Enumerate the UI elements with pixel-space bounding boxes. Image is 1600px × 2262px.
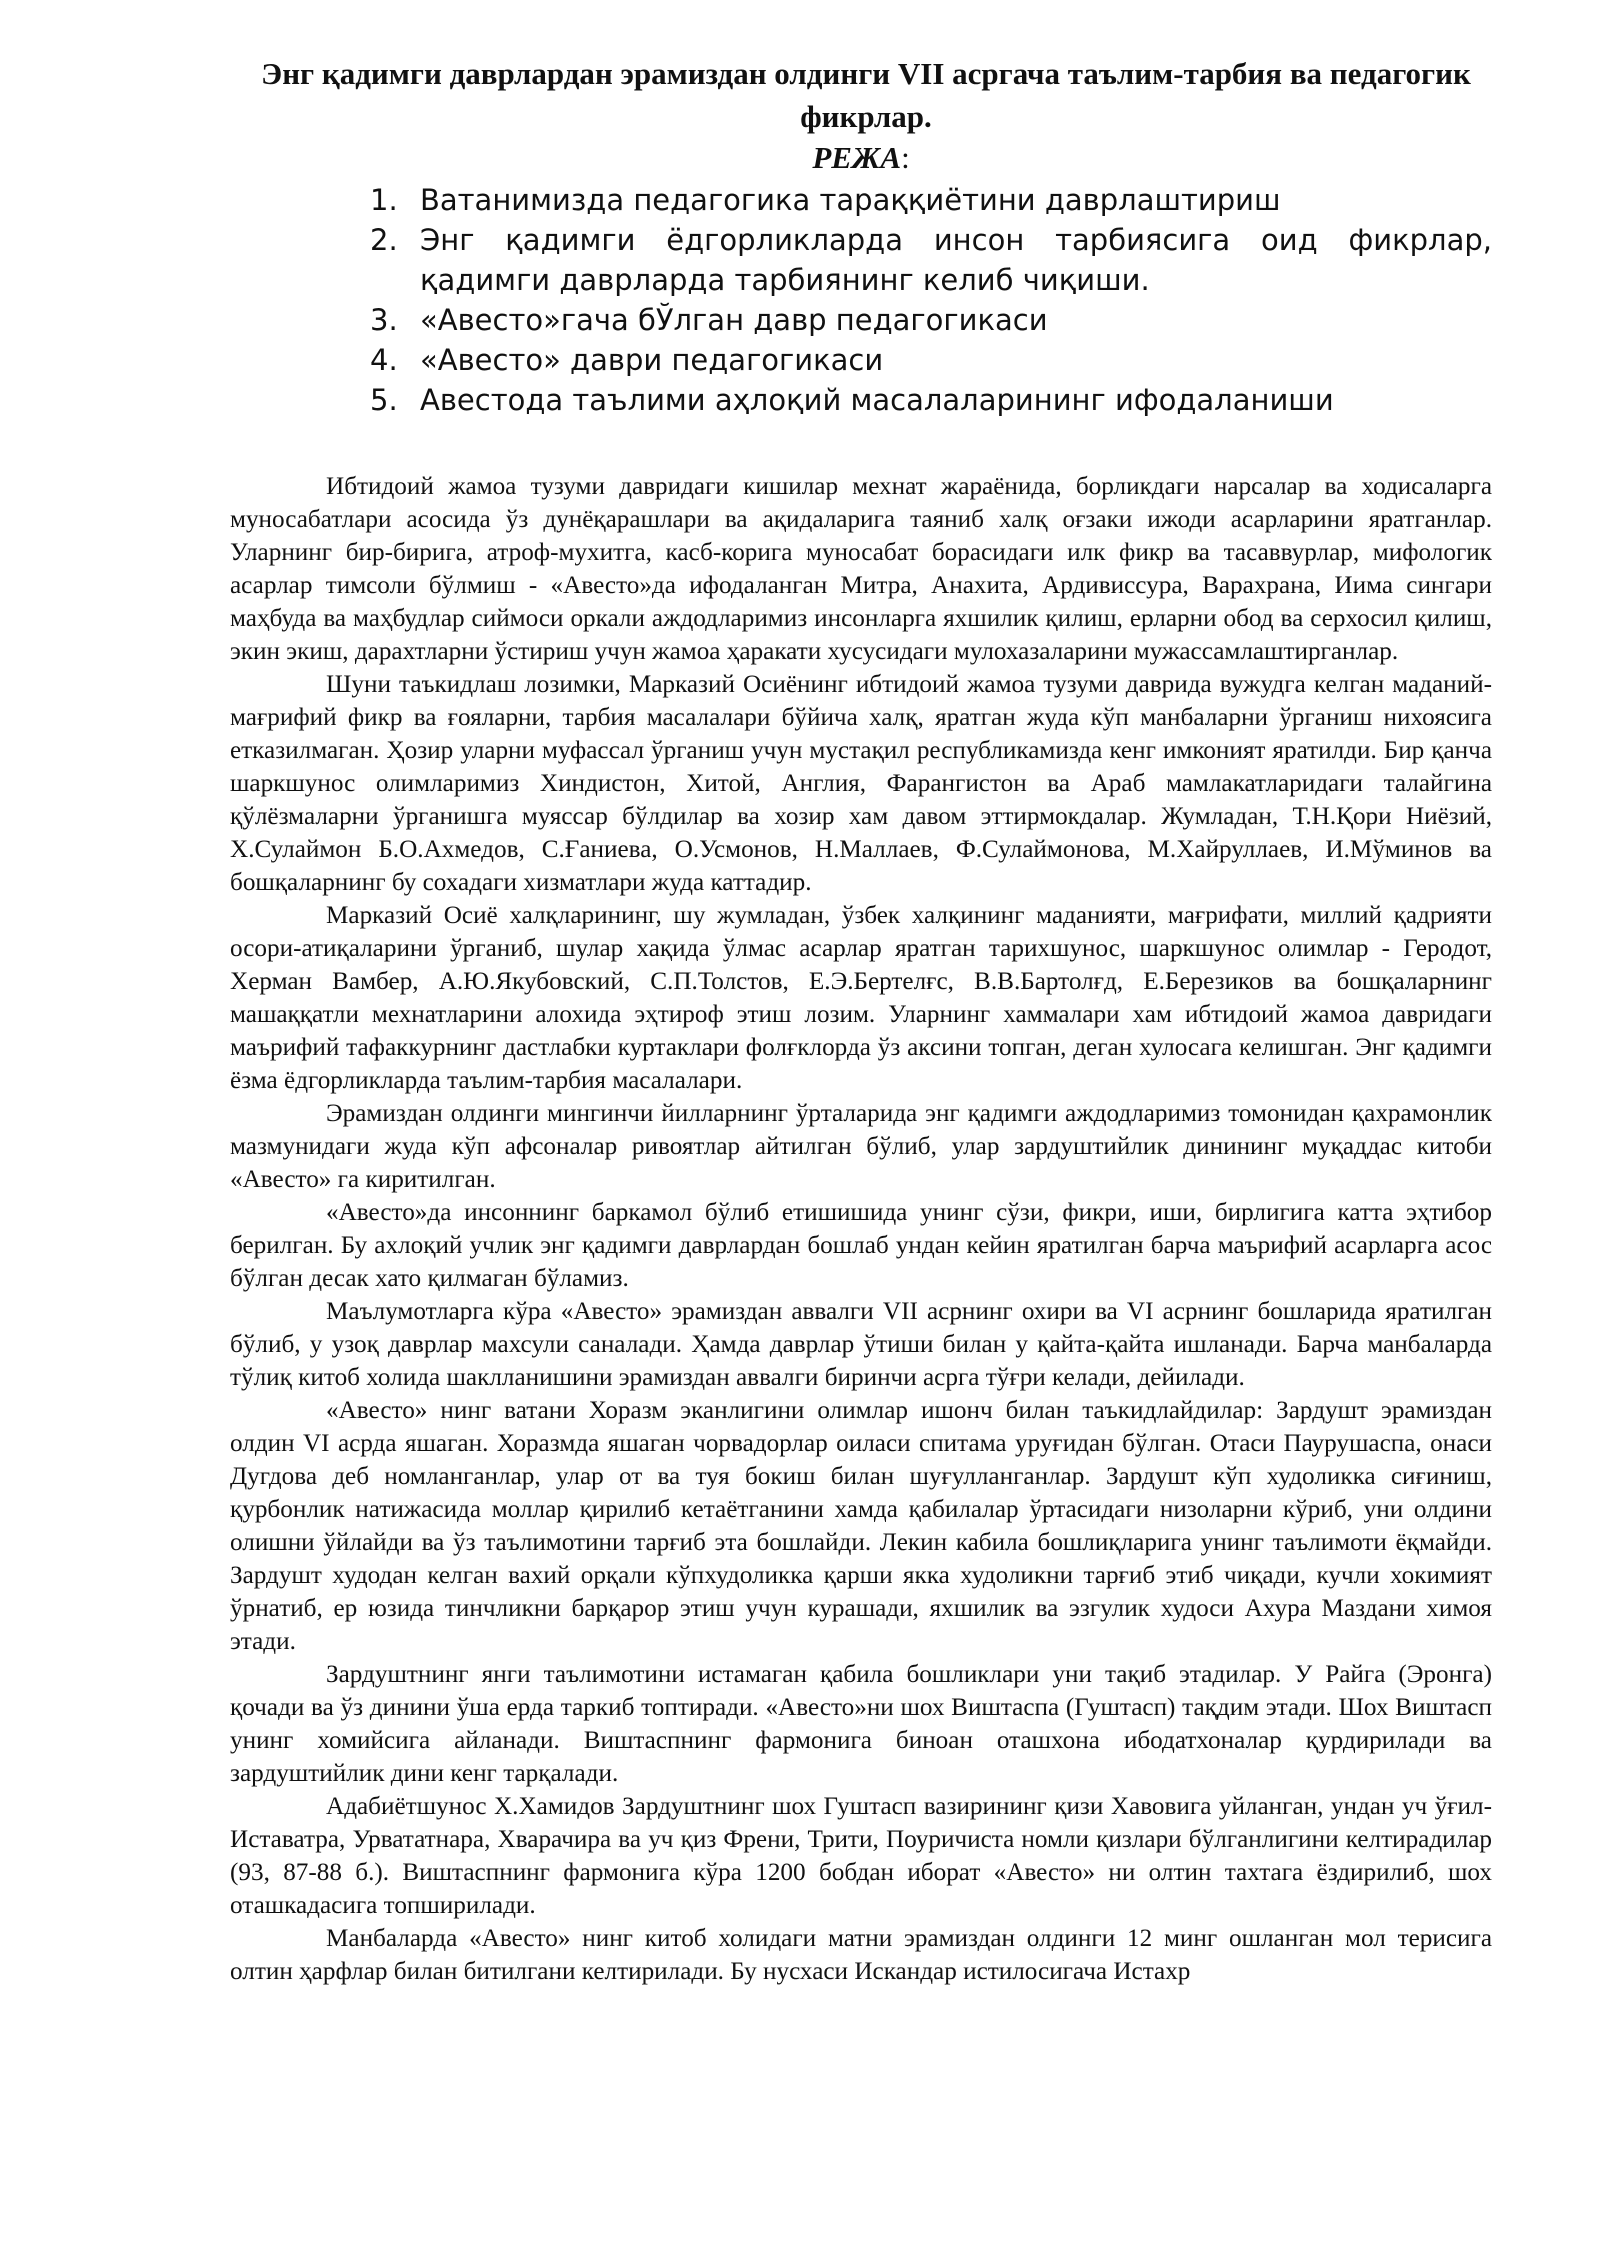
plan-item-text: Ватанимизда педагогика тараққиётини даврлаштириш xyxy=(420,183,1281,217)
body-paragraph: «Авесто» нинг ватани Хоразм эканлигини олимлар ишонч билан таъкидлайдилар: Зардушт эрамиздан олдин VI асрда яшаган. Хоразмда яшаган чорвадорлар оиласи спитама уруғидан бўлган. Отаси Паурушаспа, онаси Дугдова деб номланганлар, улар от ва туя бокиш билан шуғулланганлар. Зардушт кўп худоликка сиғиниш, қурбонлик натижасида моллар қирилиб кетаётганини хамда қабилалар ўртасидаги низоларни кўриб, уни олдини олишни ўйлайди ва ўз таълимотини тарғиб эта бошлайди. Лекин кабила бошлиқларига унинг таълимоти ёқмайди. Зардушт худодан келган вахий орқали кўпхудоликка қарши якка худоликни тарғиб этиб чиқади, кучли хокимият ўрнатиб, ер юзида тинчликни барқарор этиш учун курашади, яхшилик ва эзгулик худоси Ахура Маздани химоя этади. xyxy=(230,1397,1492,1655)
plan-item-text: Энг қадимги ёдгорликларда инсон тарбиясига оид фикрлар, қадимги даврларда тарбиянинг келиб чиқиши. xyxy=(420,223,1492,297)
plan-list xyxy=(230,180,1492,420)
body-paragraph: Адабиётшунос Х.Хамидов Зардуштнинг шох Гуштасп вазирининг қизи Хавовига уйланган, ундан уч ўғил- Иставатра, Урвататнара, Хварачира ва уч қиз Френи, Трити, Поуричиста номли қизлари бўлганлигини келтирадилар (93, 87-88 б.). Виштаспнинг фармонига кўра 1200 бобдан иборат «Авесто» ни олтин тахтага ёздирилиб, шох оташкадасига топширилади. xyxy=(230,1793,1492,1919)
plan-heading-colon: : xyxy=(901,140,910,175)
plan-item-text: «Авесто»гача бЎлган давр педагогикаси xyxy=(420,303,1048,337)
body-paragraph: Ибтидоий жамоа тузуми давридаги кишилар мехнат жараёнида, борликдаги нарсалар ва ходисаларга муносабатлари асосида ўз дунёқарашлари ва ақидаларига таяниб халқ оғзаки ижоди асарларини яратганлар. Уларнинг бир-бирига, атроф-мухитга, касб-корига муносабат борасидаги илк фикр ва тасаввурлар, мифологик асарлар тимсоли бўлмиш - «Авесто»да ифодаланган Митра, Анахита, Ардивиссура, Варахрана, Иима сингари маҳбуда ва маҳбудлар сиймоси оркали аждодларимиз инсонларга яхшилик қилиш, ерларни обод ва серхосил қилиш, экин экиш, дарахтларни ўстириш учун жамоа ҳаракати хусусидаги мулохазаларини мужассамлаштирганлар. xyxy=(230,473,1492,665)
plan-item-number: 3. xyxy=(370,303,398,337)
body-text xyxy=(230,470,1492,1988)
body-paragraph: «Авесто»да инсоннинг баркамол бўлиб етишишида унинг сўзи, фикри, иши, бирлигига катта эҳтибор берилган. Бу ахлоқий учлик энг қадимги даврлардан бошлаб ундан кейин яратилган барча маърифий асарларга асос бўлган десак хато қилмаган бўламиз. xyxy=(230,1199,1492,1292)
plan-item xyxy=(370,340,1492,380)
document-title: Энг қадимги даврлардан эрамиздан олдинги VII асргача таълим-тарбия ва педагогик фикрлар. xyxy=(261,56,1471,134)
plan-item-text: Авестода таълими аҳлоқий масалаларининг ифодаланиши xyxy=(420,383,1334,417)
plan-item xyxy=(370,180,1492,220)
body-paragraph: Манбаларда «Авесто» нинг китоб холидаги матни эрамиздан олдинги 12 минг ошланган мол терисига олтин ҳарфлар билан битилгани келтирилади. Бу нусхаси Искандар истилосигача Истахр xyxy=(230,1925,1492,1985)
plan-item xyxy=(370,380,1492,420)
body-paragraph: Шуни таъкидлаш лозимки, Марказий Осиёнинг ибтидоий жамоа тузуми даврида вужудга келган маданий-мағрифий фикр ва ғояларни, тарбия масалалари бўйича халқ, яратган жуда кўп манбаларни ўрганиш нихоясига етказилмаган. Ҳозир уларни муфассал ўрганиш учун мустақил республикамизда кенг имконият яратилди. Бир қанча шаркшунос олимларимиз Хиндистон, Хитой, Англия, Фарангистон ва Араб мамлакатларидаги талайгина қўлёзмаларни ўрганишга муяссар бўлдилар ва хозир хам давом эттирмокдалар. Жумладан, Т.Н.Қори Ниёзий, Х.Сулаймон Б.О.Ахмедов, С.Ғаниева, О.Усмонов, Н.Маллаев, Ф.Сулаймонова, М.Хайруллаев, И.Мўминов ва бошқаларнинг бу сохадаги хизматлари жуда каттадир. xyxy=(230,671,1492,896)
plan-item-number: 1. xyxy=(370,183,398,217)
body-paragraph: Маълумотларга кўра «Авесто» эрамиздан аввалги VII асрнинг охири ва VI асрнинг бошларида яратилган бўлиб, у узоқ даврлар махсули саналади. Ҳамда даврлар ўтиши билан у қайта-қайта ишланади. Барча манбаларда тўлиқ китоб холида шаклланишини эрамиздан аввалги биринчи асрга тўғри келади, дейилади. xyxy=(230,1298,1492,1391)
body-paragraph: Марказий Осиё халқларининг, шу жумладан, ўзбек халқининг маданияти, мағрифати, миллий қадрияти осори-атиқаларини ўрганиб, шулар хақида ўлмас асарлар яратган тарихшунос, шаркшунос олимлар - Геродот, Херман Вамбер, А.Ю.Якубовский, С.П.Толстов, Е.Э.Бертелғс, В.В.Бартолғд, Е.Березиков ва бошқаларнинг машаққатли мехнатларини алохида эҳтироф этиш лозим. Уларнинг хаммалари хам ибтидоий жамоа давридаги маърифий тафаккурнинг дастлабки куртаклари фолғклорда ўз аксини топган, деган хулосага келишган. Энг қадимги ёзма ёдгорликларда таълим-тарбия масалалари. xyxy=(230,902,1492,1094)
body-paragraph: Зардуштнинг янги таълимотини истамаган қабила бошликлари уни тақиб этадилар. У Райга (Эронга) қочади ва ўз динини ўша ерда таркиб топтиради. «Авесто»ни шох Виштаспа (Гуштасп) тақдим этади. Шох Виштасп унинг хомийсига айланади. Виштаспнинг фармонига биноан оташхона ибодатхоналар қурдирилади ва зардуштийлик дини кенг тарқалади. xyxy=(230,1661,1492,1787)
plan-item-number: 5. xyxy=(370,383,398,417)
body-paragraph: Эрамиздан олдинги мингинчи йилларнинг ўрталарида энг қадимги аждодларимиз томонидан қахрамонлик мазмунидаги жуда кўп афсоналар ривоятлар айтилган бўлиб, улар зардуштийлик динининг муқаддас китоби «Авесто» га киритилган. xyxy=(230,1100,1492,1193)
plan-item xyxy=(370,220,1492,300)
plan-heading-label: РЕЖА xyxy=(812,140,902,175)
plan-item-number: 4. xyxy=(370,343,398,377)
plan-item-text: «Авесто» даври педагогикаси xyxy=(420,343,884,377)
plan-item xyxy=(370,300,1492,340)
plan-heading xyxy=(230,138,1492,178)
plan-item-number: 2. xyxy=(370,223,398,257)
